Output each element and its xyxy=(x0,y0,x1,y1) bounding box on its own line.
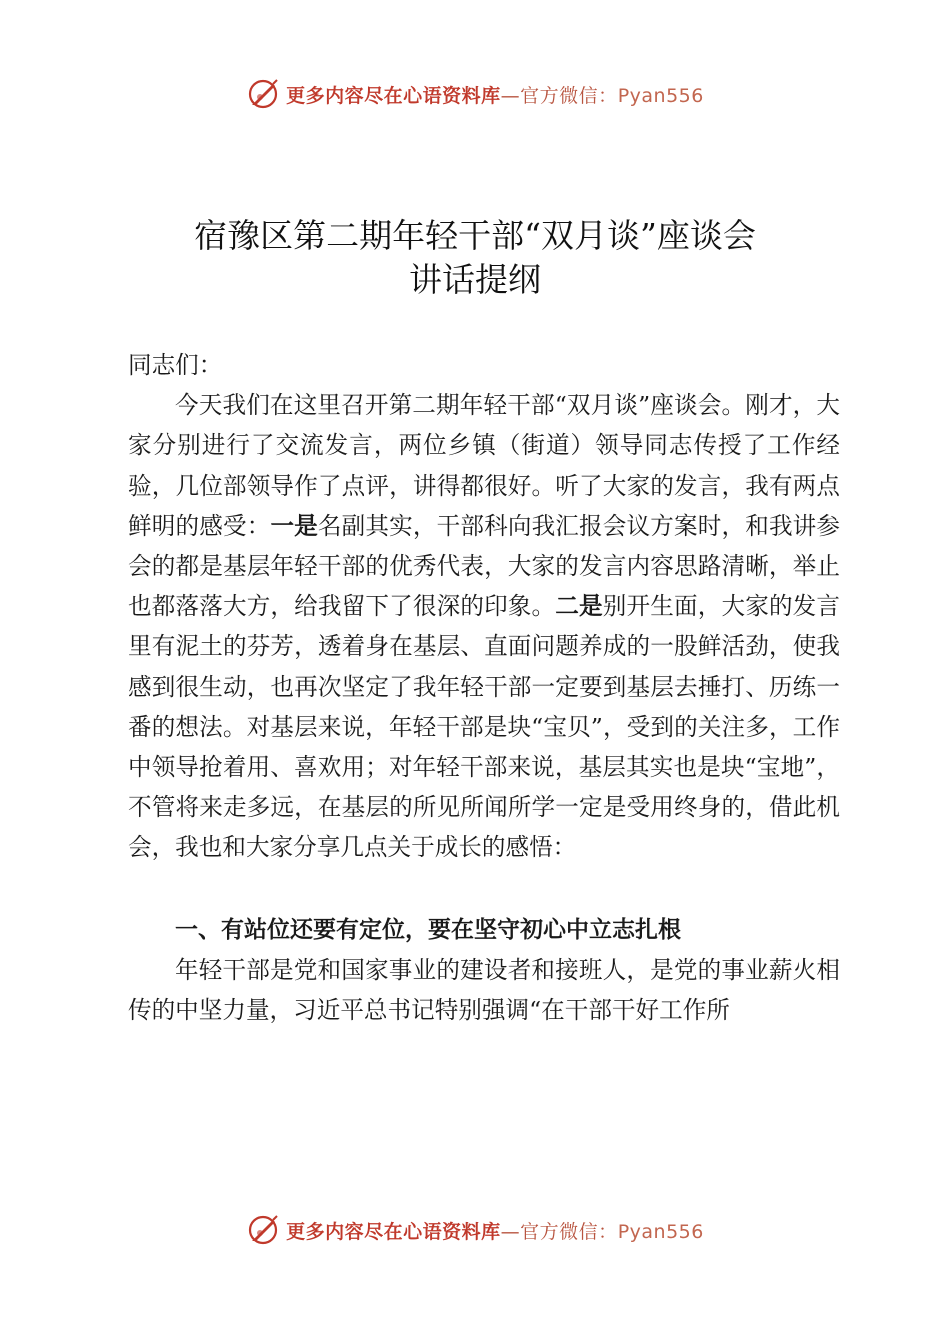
header-watermark xyxy=(0,74,950,114)
quill-pen-logo-icon xyxy=(246,1213,280,1247)
section-1-paragraph: 年轻干部是党和国家事业的建设者和接班人，是党的事业薪火相传的中坚力量，习近平总书记特别强调“在干部干好工作所 xyxy=(128,955,840,1025)
salutation: 同志们： xyxy=(128,351,223,379)
watermark-wechat-id: Pyan556 xyxy=(617,84,704,107)
intro-text-1: 今天我们在这里召开第二期年轻干部“双月谈”座谈会。刚才，大家分别进行了交流发言，两位乡镇（街道）领导同志传授了工作经验，几位部领导作了点评，讲得都很好。听了大家的发言，我有两点鲜明的感受： xyxy=(128,391,840,540)
watermark-wechat-id: Pyan556 xyxy=(617,1220,704,1243)
intro-text-3: 别开生面，大家的发言里有泥土的芬芳，透着身在基层、直面问题养成的一股鲜活劲，使我感到很生动，也再次坚定了我年轻干部一定要到基层去捶打、历练一番的想法。对基层来说，年轻干部是块“宝贝”，受到的关注多，工作中领导抢着用、喜欢用；对年轻干部来说，基层其实也是块“宝地”，不管将来走多远，在基层的所见所闻所学一定是受用终身的，借此机会，我也和大家分享几点关于成长的感悟： xyxy=(128,592,841,862)
quill-pen-logo-icon xyxy=(246,77,280,111)
watermark-text xyxy=(286,1217,704,1244)
document-title-line1: 宿豫区第二期年轻干部“双月谈”座谈会 xyxy=(194,216,756,255)
section-1-heading: 一、有站位还要有定位，要在坚守初心中立志扎根 xyxy=(175,916,681,943)
intro-text-2: 名副其实，干部科向我汇报会议方案时，和我讲参会的都是基层年轻干部的优秀代表，大家的发言内容思路清晰，举止也都落落大方，给我留下了很深的印象。 xyxy=(128,511,841,621)
footer-watermark xyxy=(0,1210,950,1250)
document-title-line2: 讲话提纲 xyxy=(409,260,541,299)
watermark-separator: —官方微信： xyxy=(500,1220,618,1243)
watermark-separator: —官方微信： xyxy=(500,84,618,107)
intro-point-2-label: 二是 xyxy=(555,592,603,621)
document-body xyxy=(128,345,840,1030)
watermark-main: 更多内容尽在心语资料库 xyxy=(286,1220,501,1243)
watermark-text xyxy=(286,81,704,108)
watermark-main: 更多内容尽在心语资料库 xyxy=(286,84,501,107)
intro-paragraph xyxy=(128,385,840,867)
intro-point-1-label: 一是 xyxy=(270,511,318,540)
